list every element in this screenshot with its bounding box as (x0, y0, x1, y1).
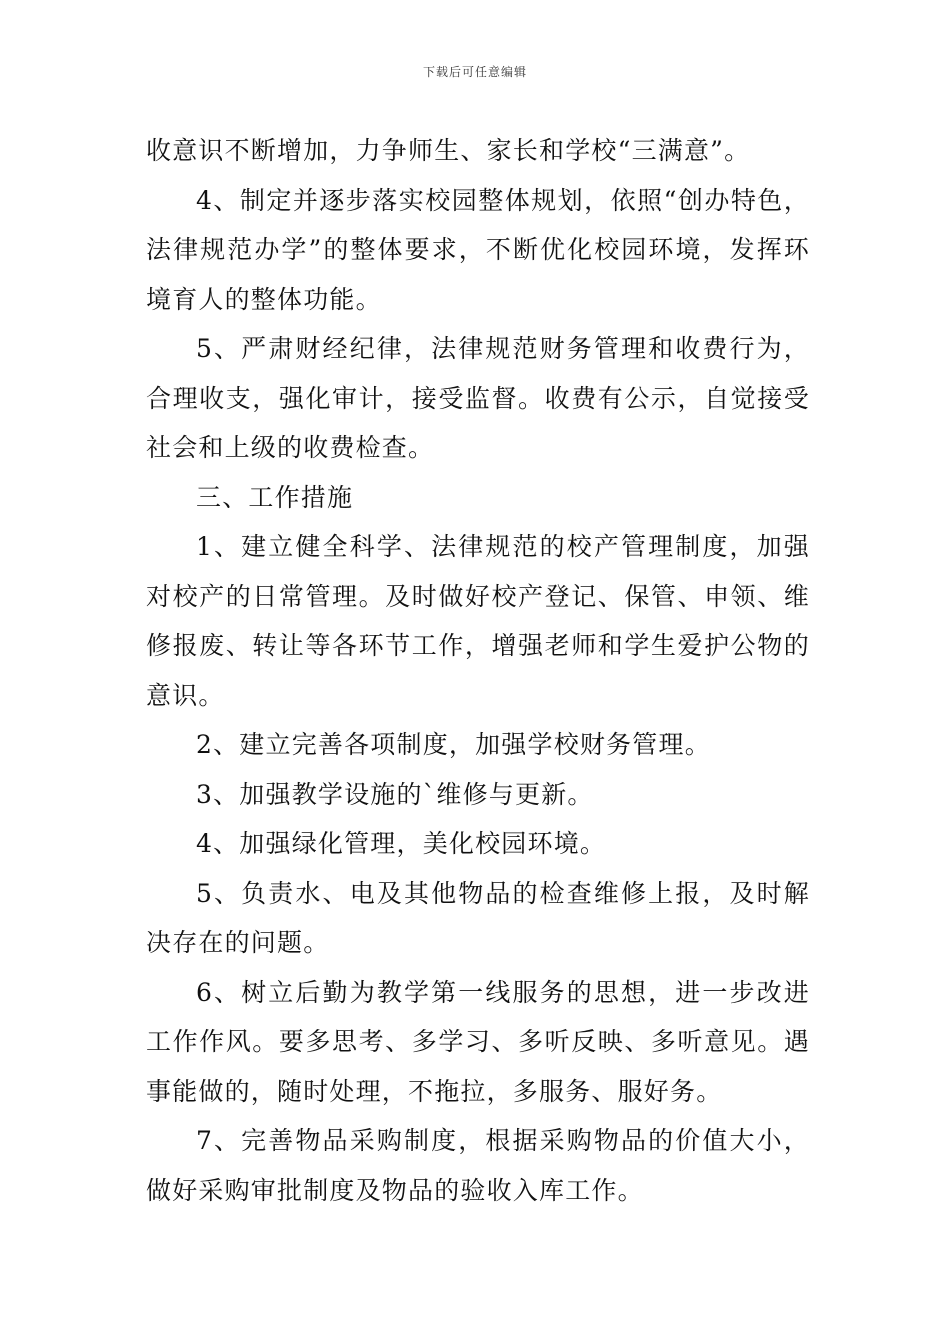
document-body (146, 126, 810, 1215)
paragraph-measure-7: 7、完善物品采购制度，根据采购物品的价值大小，做好采购审批制度及物品的验收入库工作。 (146, 1126, 810, 1205)
section-heading-work-measures: 三、工作措施 (196, 482, 354, 512)
paragraph-item-5-financial-discipline: 5、严肃财经纪律，法律规范财务管理和收费行为，合理收支，强化审计，接受监督。收费有公示，自觉接受社会和上级的收费检查。 (146, 334, 810, 462)
paragraph-measure-6: 6、树立后勤为教学第一线服务的思想，进一步改进工作作风。要多思考、多学习、多听反映、多听意见。遇事能做的，随时处理，不拖拉，多服务、服好务。 (146, 977, 810, 1106)
paragraph-continuation: 收意识不断增加，力争师生、家长和学校“三满意”。 (146, 136, 751, 165)
paragraph-measure-3: 3、加强教学设施的`维修与更新。 (196, 779, 594, 809)
paragraph-measure-4: 4、加强绿化管理，美化校园环境。 (196, 829, 607, 858)
paragraph-item-4-campus-planning: 4、制定并逐步落实校园整体规划，依照“创办特色，法律规范办学”的整体要求，不断优化校园环境，发挥环境育人的整体功能。 (146, 185, 810, 314)
paragraph-measure-5: 5、负责水、电及其他物品的检查维修上报，及时解决存在的问题。 (146, 878, 810, 957)
paragraph-measure-1: 1、建立健全科学、法律规范的校产管理制度，加强对校产的日常管理。及时做好校产登记、保管、申领、维修报废、转让等各环节工作，增强老师和学生爱护公物的意识。 (146, 532, 810, 710)
paragraph-measure-2: 2、建立完善各项制度，加强学校财务管理。 (196, 730, 711, 759)
page-header: 下载后可任意编辑 (422, 65, 527, 79)
